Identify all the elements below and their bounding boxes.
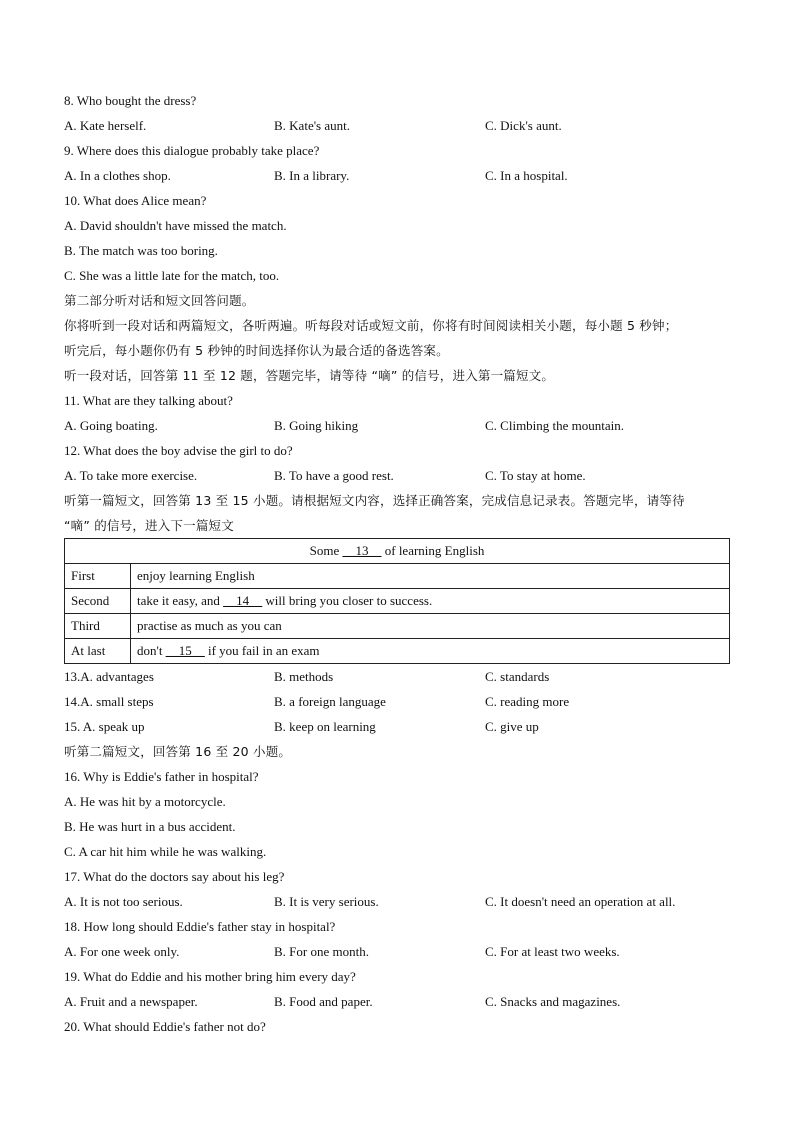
question-11-stem: 11. What are they talking about? (64, 393, 233, 408)
table-row (65, 614, 730, 639)
question-15-options (64, 714, 730, 739)
option-19b[interactable]: B. Food and paper. (274, 994, 373, 1009)
question-12-options (64, 463, 730, 488)
option-15a[interactable]: 15. A. speak up (64, 719, 145, 734)
passage1-instruction-1: 听第一篇短文，回答第 13 至 15 小题。请根据短文内容，选择正确答案，完成信息记录表。答题完毕，请等待 (64, 493, 685, 508)
option-18c[interactable]: C. For at least two weeks. (485, 944, 620, 959)
option-19a[interactable]: A. Fruit and a newspaper. (64, 994, 198, 1009)
question-14-options (64, 689, 730, 714)
option-15c[interactable]: C. give up (485, 719, 539, 734)
option-14c[interactable]: C. reading more (485, 694, 570, 709)
question-10-stem: 10. What does Alice mean? (64, 193, 207, 208)
option-9c[interactable]: C. In a hospital. (485, 168, 568, 183)
table-row (65, 639, 730, 664)
question-9-stem: 9. Where does this dialogue probably take place? (64, 143, 320, 158)
option-10b[interactable]: B. The match was too boring. (64, 243, 218, 258)
option-18a[interactable]: A. For one week only. (64, 944, 180, 959)
question-16-stem: 16. Why is Eddie's father in hospital? (64, 769, 259, 784)
row-key: First (65, 564, 131, 589)
row-key: Third (65, 614, 131, 639)
blank-15[interactable]: __15__ (165, 643, 205, 658)
question-18-stem: 18. How long should Eddie's father stay in hospital? (64, 919, 336, 934)
table-header-pre: Some (309, 543, 343, 558)
row-key: At last (65, 639, 131, 664)
option-15b[interactable]: B. keep on learning (274, 719, 376, 734)
blank-14[interactable]: __14__ (223, 593, 263, 608)
option-13a[interactable]: 13.A. advantages (64, 669, 154, 684)
table-row (65, 564, 730, 589)
row-value-pre: practise as much as you can (137, 618, 282, 633)
question-8-stem: 8. Who bought the dress? (64, 93, 197, 108)
question-17-stem: 17. What do the doctors say about his leg? (64, 869, 285, 884)
option-17a[interactable]: A. It is not too serious. (64, 894, 183, 909)
question-8-options (64, 113, 730, 138)
option-11b[interactable]: B. Going hiking (274, 418, 359, 433)
row-value (131, 589, 730, 614)
blank-13[interactable]: __13__ (342, 543, 382, 558)
row-value-post: will bring you closer to success. (262, 593, 433, 608)
info-record-table (64, 538, 730, 664)
option-8c[interactable]: C. Dick's aunt. (485, 118, 562, 133)
question-13-options (64, 664, 730, 689)
option-9b[interactable]: B. In a library. (274, 168, 350, 183)
part2-intro-2: 听完后，每小题你仍有 5 秒钟的时间选择你认为最合适的备选答案。 (64, 343, 449, 358)
table-header-row (65, 539, 730, 564)
row-value (131, 639, 730, 664)
row-key: Second (65, 589, 131, 614)
option-19c[interactable]: C. Snacks and magazines. (485, 994, 621, 1009)
option-10c[interactable]: C. She was a little late for the match, too. (64, 268, 280, 283)
option-8b[interactable]: B. Kate's aunt. (274, 118, 350, 133)
option-9a[interactable]: A. In a clothes shop. (64, 168, 171, 183)
option-12b[interactable]: B. To have a good rest. (274, 468, 394, 483)
option-8a[interactable]: A. Kate herself. (64, 118, 147, 133)
option-17c[interactable]: C. It doesn't need an operation at all. (485, 894, 676, 909)
row-value (131, 614, 730, 639)
option-16c[interactable]: C. A car hit him while he was walking. (64, 844, 267, 859)
row-value-pre: take it easy, and (137, 593, 224, 608)
exam-page (64, 88, 730, 1039)
part2-title: 第二部分听对话和短文回答问题。 (64, 293, 255, 308)
question-20-stem: 20. What should Eddie's father not do? (64, 1019, 266, 1034)
option-12c[interactable]: C. To stay at home. (485, 468, 586, 483)
question-12-stem: 12. What does the boy advise the girl to do? (64, 443, 293, 458)
dialog-instruction: 听一段对话，回答第 11 至 12 题，答题完毕，请等待 “嘀” 的信号，进入第一篇短文。 (64, 368, 555, 383)
row-value-post: if you fail in an exam (204, 643, 320, 658)
question-19-stem: 19. What do Eddie and his mother bring him every day? (64, 969, 356, 984)
option-12a[interactable]: A. To take more exercise. (64, 468, 198, 483)
table-row (65, 589, 730, 614)
question-18-options (64, 939, 730, 964)
row-value-pre: enjoy learning English (137, 568, 255, 583)
row-value-pre: don't (137, 643, 166, 658)
row-value (131, 564, 730, 589)
option-13c[interactable]: C. standards (485, 669, 550, 684)
option-11a[interactable]: A. Going boating. (64, 418, 158, 433)
option-10a[interactable]: A. David shouldn't have missed the match. (64, 218, 287, 233)
passage2-instruction: 听第二篇短文，回答第 16 至 20 小题。 (64, 744, 292, 759)
option-18b[interactable]: B. For one month. (274, 944, 369, 959)
option-14b[interactable]: B. a foreign language (274, 694, 386, 709)
option-14a[interactable]: 14.A. small steps (64, 694, 154, 709)
question-19-options (64, 989, 730, 1014)
question-9-options (64, 163, 730, 188)
option-13b[interactable]: B. methods (274, 669, 334, 684)
passage1-instruction-2: “嘀” 的信号，进入下一篇短文 (64, 518, 234, 533)
option-16b[interactable]: B. He was hurt in a bus accident. (64, 819, 236, 834)
part2-intro-1: 你将听到一段对话和两篇短文，各听两遍。听每段对话或短文前，你将有时间阅读相关小题，每小题 5 秒钟； (64, 318, 678, 333)
option-17b[interactable]: B. It is very serious. (274, 894, 379, 909)
table-header-post: of learning English (381, 543, 485, 558)
question-17-options (64, 889, 730, 914)
table-header-cell (65, 539, 730, 564)
question-11-options (64, 413, 730, 438)
option-11c[interactable]: C. Climbing the mountain. (485, 418, 625, 433)
option-16a[interactable]: A. He was hit by a motorcycle. (64, 794, 226, 809)
